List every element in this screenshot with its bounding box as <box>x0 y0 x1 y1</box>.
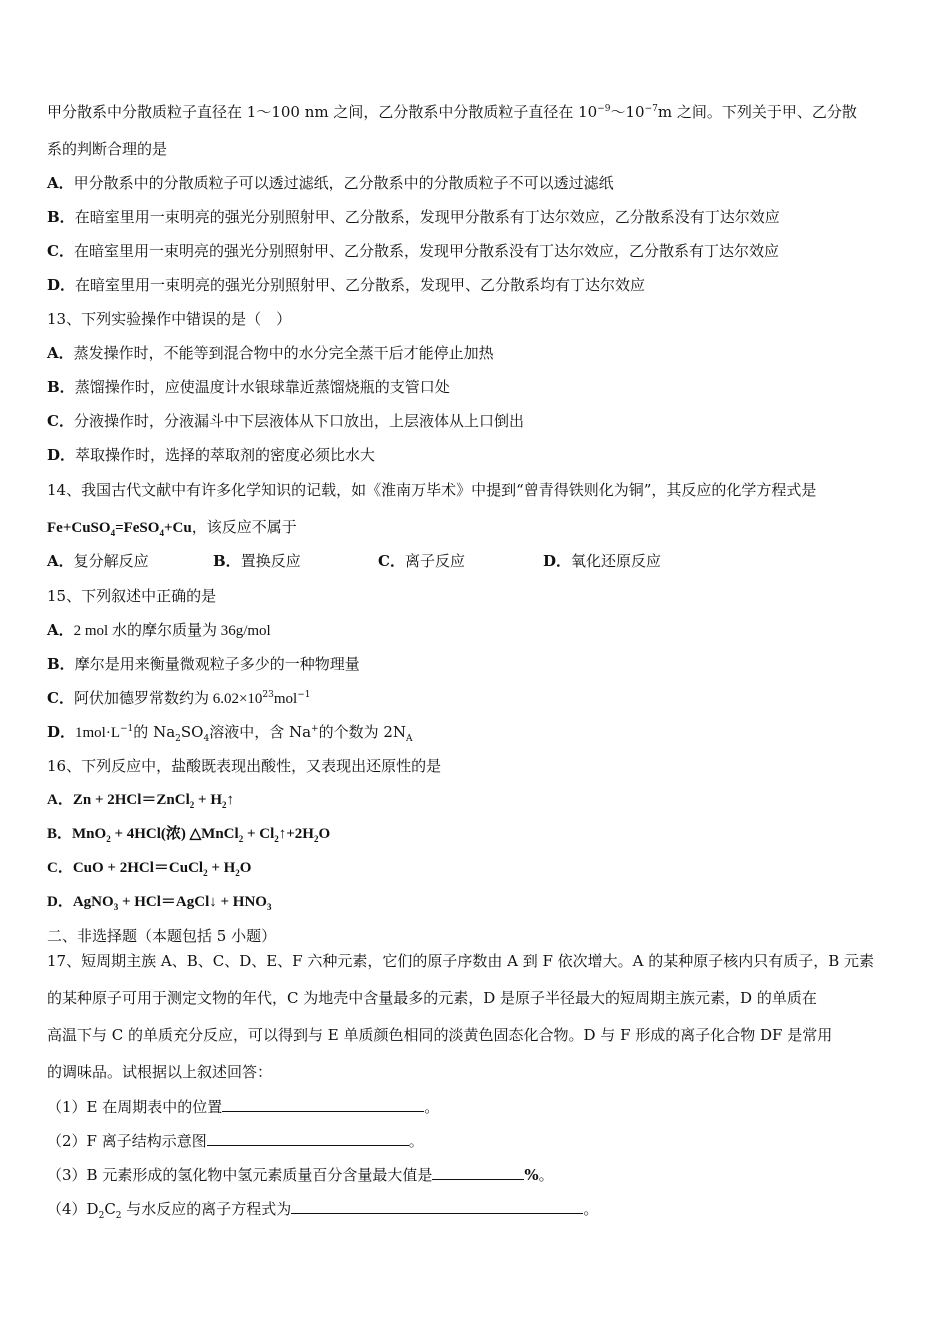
option-text: 溶液中，含 Na <box>209 723 312 741</box>
q14-option-a[interactable] <box>47 550 149 572</box>
q14-stem-tail: ，该反应不属于 <box>191 518 297 536</box>
q13-option-b[interactable] <box>47 376 450 398</box>
q13-option-d[interactable] <box>47 444 375 466</box>
q12-option-a[interactable] <box>47 172 614 194</box>
q15-option-a[interactable] <box>47 619 271 642</box>
option-label: C． <box>47 412 74 430</box>
q15-stem: 15、下列叙述中正确的是 <box>47 587 217 605</box>
q16-option-b[interactable] <box>47 823 330 845</box>
option-label: B． <box>47 208 75 226</box>
q17-sub4 <box>47 1198 598 1220</box>
q16-option-c[interactable] <box>47 857 251 879</box>
option-text: 在暗室里用一束明亮的强光分别照射甲、乙分散系，发现甲、乙分散系均有丁达尔效应 <box>75 276 646 294</box>
exp: −1 <box>297 690 311 700</box>
eq-sub: 2 <box>274 834 279 844</box>
q12-exp1: −9 <box>597 104 611 114</box>
q17-sub3-text: （3）B 元素形成的氢化物中氢元素质量百分含量最大值是 <box>47 1166 433 1184</box>
percent-unit: % <box>524 1166 539 1184</box>
q17-sub4-text: 与水反应的离子方程式为 <box>121 1200 292 1218</box>
exp: + <box>311 724 319 734</box>
sub: 2 <box>98 1211 105 1221</box>
q14-option-b[interactable] <box>213 550 301 572</box>
option-text: 1mol·L <box>75 725 121 741</box>
option-text: 阿伏加德罗常数约为 6.02×10 <box>73 691 263 707</box>
q12-stem-mid: ～10 <box>610 103 645 121</box>
option-label: D． <box>543 552 572 570</box>
eq-sub: 2 <box>203 868 208 878</box>
q13-option-a[interactable] <box>47 342 494 364</box>
option-label: D． <box>47 723 76 741</box>
eq-part: + 4HCl(浓) △MnCl <box>110 826 239 842</box>
eq-sub: 4 <box>110 528 116 538</box>
q12-stem-text-a: 甲分散系中分散质粒子直径在 1～100 nm 之间，乙分散系中分散质粒子直径在 10 <box>47 103 598 121</box>
eq-part: MnO <box>72 826 107 842</box>
option-label: A． <box>47 552 74 570</box>
q17-stem-line4: 的调味品。试根据以上叙述回答： <box>47 1063 273 1081</box>
eq-sub: 2 <box>238 834 244 844</box>
option-label: A． <box>47 344 74 362</box>
option-text: 复分解反应 <box>73 552 149 570</box>
period: 。 <box>408 1132 424 1150</box>
answer-blank[interactable] <box>207 1130 409 1146</box>
option-label: B． <box>47 655 75 673</box>
option-text: 的 Na <box>133 723 176 741</box>
period: 。 <box>583 1200 599 1218</box>
q16-stem: 16、下列反应中，盐酸既表现出酸性，又表现出还原性的是 <box>47 757 442 775</box>
q13-stem: 13、下列实验操作中错误的是（ ） <box>47 310 292 328</box>
q15-option-c[interactable] <box>47 687 311 710</box>
q15-option-d[interactable] <box>47 721 413 744</box>
q16-option-d[interactable] <box>47 891 271 913</box>
option-unit: mol <box>273 691 298 707</box>
option-text: 在暗室里用一束明亮的强光分别照射甲、乙分散系，发现甲分散系有丁达尔效应，乙分散系没有丁达尔效应 <box>74 208 780 226</box>
option-label: A． <box>47 792 73 808</box>
eq-sub: 3 <box>113 902 119 912</box>
eq-sub: 2 <box>221 800 227 810</box>
option-text: 蒸发操作时，不能等到混合物中的水分完全蒸干后才能停止加热 <box>73 344 494 362</box>
q15-option-b[interactable] <box>47 653 360 675</box>
sub: 2 <box>115 1211 122 1221</box>
q17-stem-line2: 的某种原子可用于测定文物的年代，C 为地壳中含量最多的元素，D 是原子半径最大的短周期主族元素，D 的单质在 <box>47 989 817 1007</box>
option-text: 的个数为 2N <box>318 723 407 741</box>
answer-blank[interactable] <box>432 1164 524 1180</box>
q17-sub4-text: C <box>104 1200 116 1218</box>
eq-sub: 2 <box>106 834 111 844</box>
eq-part: ↑ <box>226 792 234 808</box>
eq-part: +Cu <box>163 520 192 536</box>
q14-stem-line2 <box>47 516 297 539</box>
eq-part: Fe+CuSO <box>47 520 111 536</box>
q12-stem-line2: 系的判断合理的是 <box>47 140 168 158</box>
eq-part: O <box>318 826 331 842</box>
eq-part: + H <box>194 792 222 808</box>
option-text: 萃取操作时，选择的萃取剂的密度必须比水大 <box>75 446 376 464</box>
eq-sub: 2 <box>235 868 240 878</box>
option-label: D． <box>47 894 73 910</box>
period: 。 <box>424 1098 440 1116</box>
eq-part: O <box>239 860 252 876</box>
option-label: B． <box>47 378 75 396</box>
option-label: C． <box>47 860 73 876</box>
q12-stem-text-b: m 之间。下列关于甲、乙分散 <box>657 103 857 121</box>
option-label: A． <box>47 174 74 192</box>
q14-stem-line1: 14、我国古代文献中有许多化学知识的记载，如《淮南万毕术》中提到“曾青得铁则化为铜”，其反应的化学方程式是 <box>47 481 817 499</box>
q17-sub2 <box>47 1130 424 1152</box>
q17-sub3 <box>47 1164 554 1186</box>
sub: A <box>406 734 413 744</box>
option-text: 在暗室里用一束明亮的强光分别照射甲、乙分散系，发现甲分散系没有丁达尔效应，乙分散系有丁达尔效应 <box>73 242 779 260</box>
q17-sub1 <box>47 1096 439 1118</box>
option-text: 氧化还原反应 <box>571 552 662 570</box>
q17-sub1-text: （1）E 在周期表中的位置 <box>47 1098 223 1116</box>
q14-option-d[interactable] <box>543 550 661 572</box>
option-text: 蒸馏操作时，应使温度计水银球靠近蒸馏烧瓶的支管口处 <box>74 378 450 396</box>
eq-part: + Cl <box>243 826 275 842</box>
q17-sub4-text: （4）D <box>47 1200 99 1218</box>
answer-blank[interactable] <box>291 1198 583 1214</box>
exp: −1 <box>120 724 134 734</box>
q13-option-c[interactable] <box>47 410 524 432</box>
q14-option-c[interactable] <box>378 550 465 572</box>
q14-equation <box>47 520 192 536</box>
option-label: B． <box>47 826 73 842</box>
q17-stem-line1: 17、短周期主族 A、B、C、D、E、F 六种元素，它们的原子序数由 A 到 F 依次增大。A 的某种原子核内只有质子，B 元素 <box>47 952 875 970</box>
eq-part: Zn + 2HCl＝ZnCl <box>72 792 190 808</box>
q12-option-c[interactable] <box>47 240 779 262</box>
eq-sub: 4 <box>159 528 164 538</box>
q17-stem-line3: 高温下与 C 的单质充分反应，可以得到与 E 单质颜色相同的淡黄色固态化合物。D 与 F 形成的离子化合物 DF 是常用 <box>47 1026 833 1044</box>
eq-part: + HCl＝AgCl↓ + HNO <box>118 894 267 910</box>
eq-sub: 3 <box>266 902 272 912</box>
option-label: C． <box>378 552 405 570</box>
period: 。 <box>538 1166 554 1184</box>
option-text: 2 mol 水的摩尔质量为 36g/mol <box>73 623 271 639</box>
option-text: SO <box>180 723 204 741</box>
option-label: D． <box>47 446 76 464</box>
q16-option-a[interactable] <box>47 789 234 811</box>
eq-sub: 2 <box>313 834 319 844</box>
eq-part: + H <box>207 860 236 876</box>
sub: 4 <box>203 734 210 744</box>
option-text: 摩尔是用来衡量微观粒子多少的一种物理量 <box>74 655 360 673</box>
option-text: 离子反应 <box>404 552 465 570</box>
exp: 23 <box>262 690 274 700</box>
q17-sub2-text: （2）F 离子结构示意图 <box>47 1132 207 1150</box>
eq-part: CuO + 2HCl＝CuCl <box>72 860 204 876</box>
option-label: A． <box>47 621 74 639</box>
answer-blank[interactable] <box>222 1096 424 1112</box>
option-label: C． <box>47 689 74 707</box>
eq-part: AgNO <box>72 894 114 910</box>
option-label: B． <box>213 552 241 570</box>
option-text: 甲分散系中的分散质粒子可以透过滤纸，乙分散系中的分散质粒子不可以透过滤纸 <box>73 174 614 192</box>
q12-stem-line1 <box>47 101 857 123</box>
eq-part: ↑+2H <box>278 826 314 842</box>
q12-exp2: −7 <box>644 104 658 114</box>
option-label: C． <box>47 242 74 260</box>
section-title: 二、非选择题（本题包括 5 小题） <box>47 927 277 945</box>
option-text: 分液操作时，分液漏斗中下层液体从下口放出，上层液体从上口倒出 <box>73 412 524 430</box>
eq-sub: 2 <box>189 800 195 810</box>
option-text: 置换反应 <box>240 552 301 570</box>
q12-option-b[interactable] <box>47 206 780 228</box>
option-label: D． <box>47 276 76 294</box>
q12-option-d[interactable] <box>47 274 645 296</box>
eq-part: =FeSO <box>115 520 160 536</box>
sub: 2 <box>175 734 181 744</box>
